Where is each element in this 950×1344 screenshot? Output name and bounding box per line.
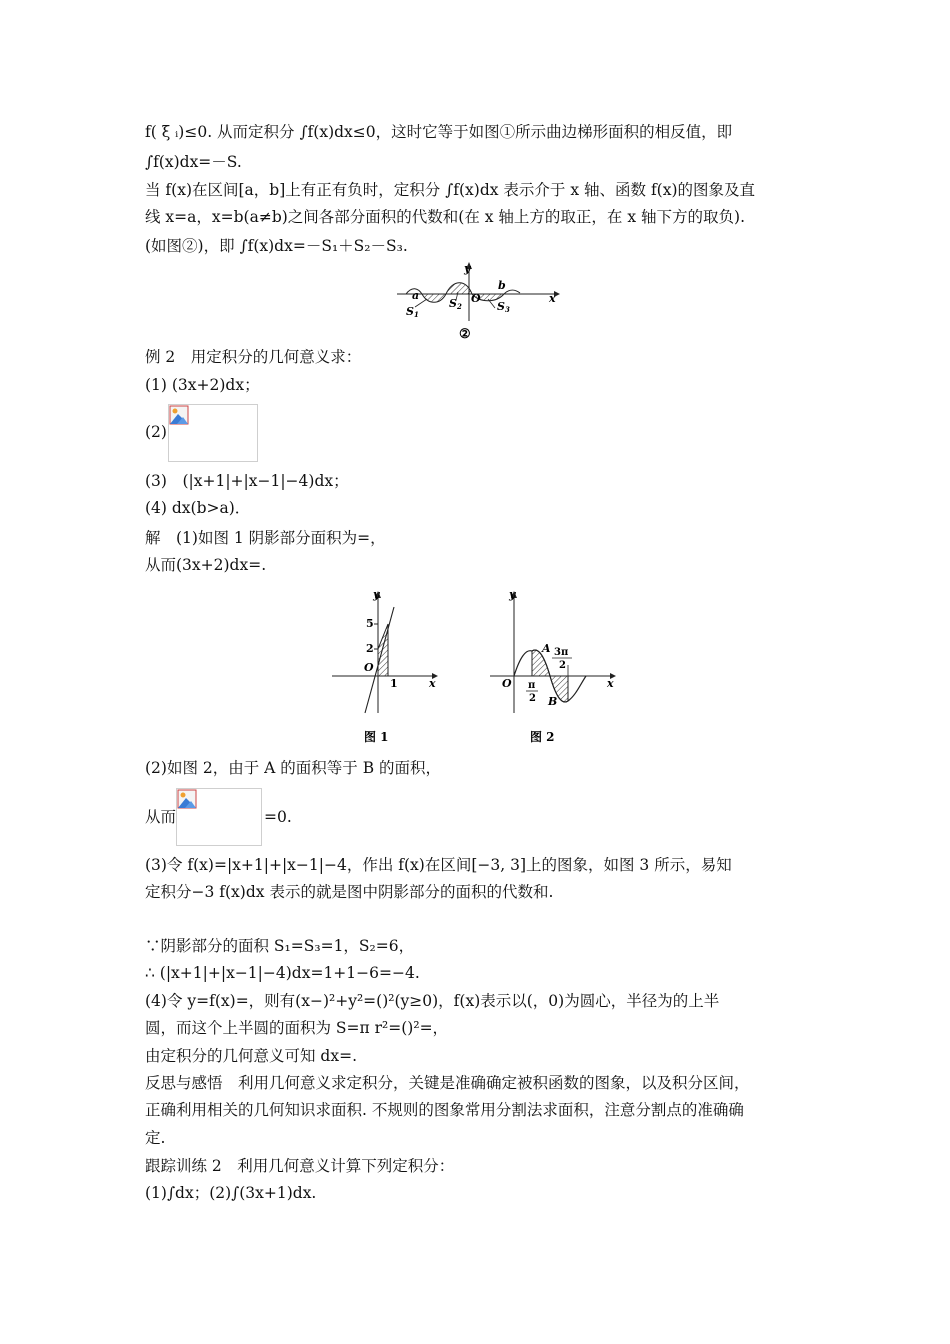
tick-label-1: 1 bbox=[390, 677, 398, 690]
figure-caption: ② bbox=[459, 327, 471, 341]
tick-label-5: 5 bbox=[366, 617, 374, 630]
figure-caption: 图 2 bbox=[530, 730, 555, 744]
solution-line: 从而(3x+2)dx=. bbox=[145, 556, 267, 574]
example-item: (2) bbox=[145, 423, 167, 441]
paragraph-line: 当 f(x)在区间[a，b]上有正有负时，定积分 ∫f(x)dx 表示介于 x 轴、函数 f(x)的图象及直 bbox=[145, 181, 756, 199]
solution-line: 解 (1)如图 1 阴影部分面积为=， bbox=[145, 529, 386, 547]
region-s1 bbox=[422, 294, 446, 302]
figure-two-area-diagram bbox=[392, 256, 567, 341]
figure-caption: 图 1 bbox=[364, 730, 389, 744]
example-item: (4) dx(b>a)． bbox=[145, 499, 251, 517]
curve-right-tail bbox=[504, 290, 520, 294]
label-s2: S2 bbox=[449, 297, 462, 311]
reflection-line: 定. bbox=[145, 1129, 166, 1147]
y-label: y bbox=[509, 588, 516, 601]
label-three-pi: 3π bbox=[554, 647, 569, 658]
example-item: (1) (3x+2)dx； bbox=[145, 376, 260, 394]
paragraph-line: f( ξ ᵢ)≤0. 从而定积分 ∫f(x)dx≤0，这时它等于如图①所示曲边梯形面积的相反值，即 bbox=[145, 123, 733, 141]
label-s3: S3 bbox=[497, 300, 510, 314]
example-item: (3) (|x+1|+|x−1|−4)dx； bbox=[145, 472, 349, 490]
label-two-b: 2 bbox=[559, 660, 566, 671]
solution-line: 由定积分的几何意义可知 dx=. bbox=[145, 1047, 358, 1065]
x-label: x bbox=[429, 677, 436, 690]
label-pi: π bbox=[528, 680, 536, 691]
figure-1-linear-area bbox=[328, 585, 448, 750]
solution-line: (4)令 y=f(x)=，则有(x−)²+y²=()²(y≥0)，f(x)表示以(，0)为圆心，半径为的上半 bbox=[145, 992, 720, 1010]
training-item: (1)∫dx；(2)∫(3x+1)dx. bbox=[145, 1184, 317, 1202]
solution-line: ∴ (|x+1|+|x−1|−4)dx=1+1−6=−4. bbox=[145, 964, 420, 982]
shaded-trapezoid bbox=[378, 624, 388, 676]
x-label: x bbox=[607, 677, 614, 690]
broken-image-placeholder bbox=[168, 404, 258, 462]
solution-line: (2)如图 2，由于 A 的面积等于 B 的面积， bbox=[145, 759, 442, 777]
y-label: y bbox=[464, 262, 471, 275]
solution-line: =0. bbox=[264, 808, 292, 826]
origin-label: O bbox=[502, 677, 512, 690]
solution-line: 定积分−3 f(x)dx 表示的就是图中阴影部分的面积的代数和. bbox=[145, 883, 554, 901]
image-icon bbox=[169, 405, 189, 425]
figure-2-sine-area bbox=[488, 585, 628, 750]
label-a: a bbox=[412, 289, 420, 302]
y-label: y bbox=[373, 588, 380, 601]
solution-line: 圆，而这个上半圆的面积为 S=π r²=()²=， bbox=[145, 1019, 449, 1037]
paragraph-line: 线 x=a，x=b(a≠b)之间各部分面积的代数和(在 x 轴上方的取正，在 x 轴下方的取负). bbox=[145, 208, 746, 226]
example-title: 例 2 用定积分的几何意义求： bbox=[145, 348, 362, 366]
reflection-line: 反思与感悟 利用几何意义求定积分，关键是准确确定被积函数的图象，以及积分区间， bbox=[145, 1074, 750, 1092]
image-icon bbox=[177, 789, 197, 809]
region-s2 bbox=[446, 283, 472, 294]
training-title: 跟踪训练 2 利用几何意义计算下列定积分： bbox=[145, 1157, 455, 1175]
paragraph-line: ∫f(x)dx=－S. bbox=[145, 153, 242, 171]
paragraph-line: (如图②)，即 ∫f(x)dx=－S₁＋S₂－S₃. bbox=[145, 237, 408, 255]
solution-line: ∵阴影部分的面积 S₁=S₃=1，S₂=6， bbox=[145, 937, 415, 955]
reflection-line: 正确利用相关的几何知识求面积. 不规则的图象常用分割法求面积，注意分割点的准确确 bbox=[145, 1101, 744, 1119]
solution-line: (3)令 f(x)=|x+1|+|x−1|−4，作出 f(x)在区间[−3, 3]上的图象，如图 3 所示，易知 bbox=[145, 856, 732, 874]
origin-label: O bbox=[364, 661, 374, 674]
broken-image-placeholder bbox=[176, 788, 262, 846]
solution-line: 从而 bbox=[145, 808, 177, 826]
label-two: 2 bbox=[529, 693, 536, 704]
label-b: b bbox=[498, 279, 506, 292]
label-a: A bbox=[542, 642, 551, 655]
label-b: B bbox=[548, 695, 558, 708]
label-s1: S1 bbox=[406, 305, 419, 319]
tick-label-2: 2 bbox=[366, 642, 374, 655]
origin-label: O bbox=[471, 292, 481, 305]
x-label: x bbox=[549, 292, 556, 305]
